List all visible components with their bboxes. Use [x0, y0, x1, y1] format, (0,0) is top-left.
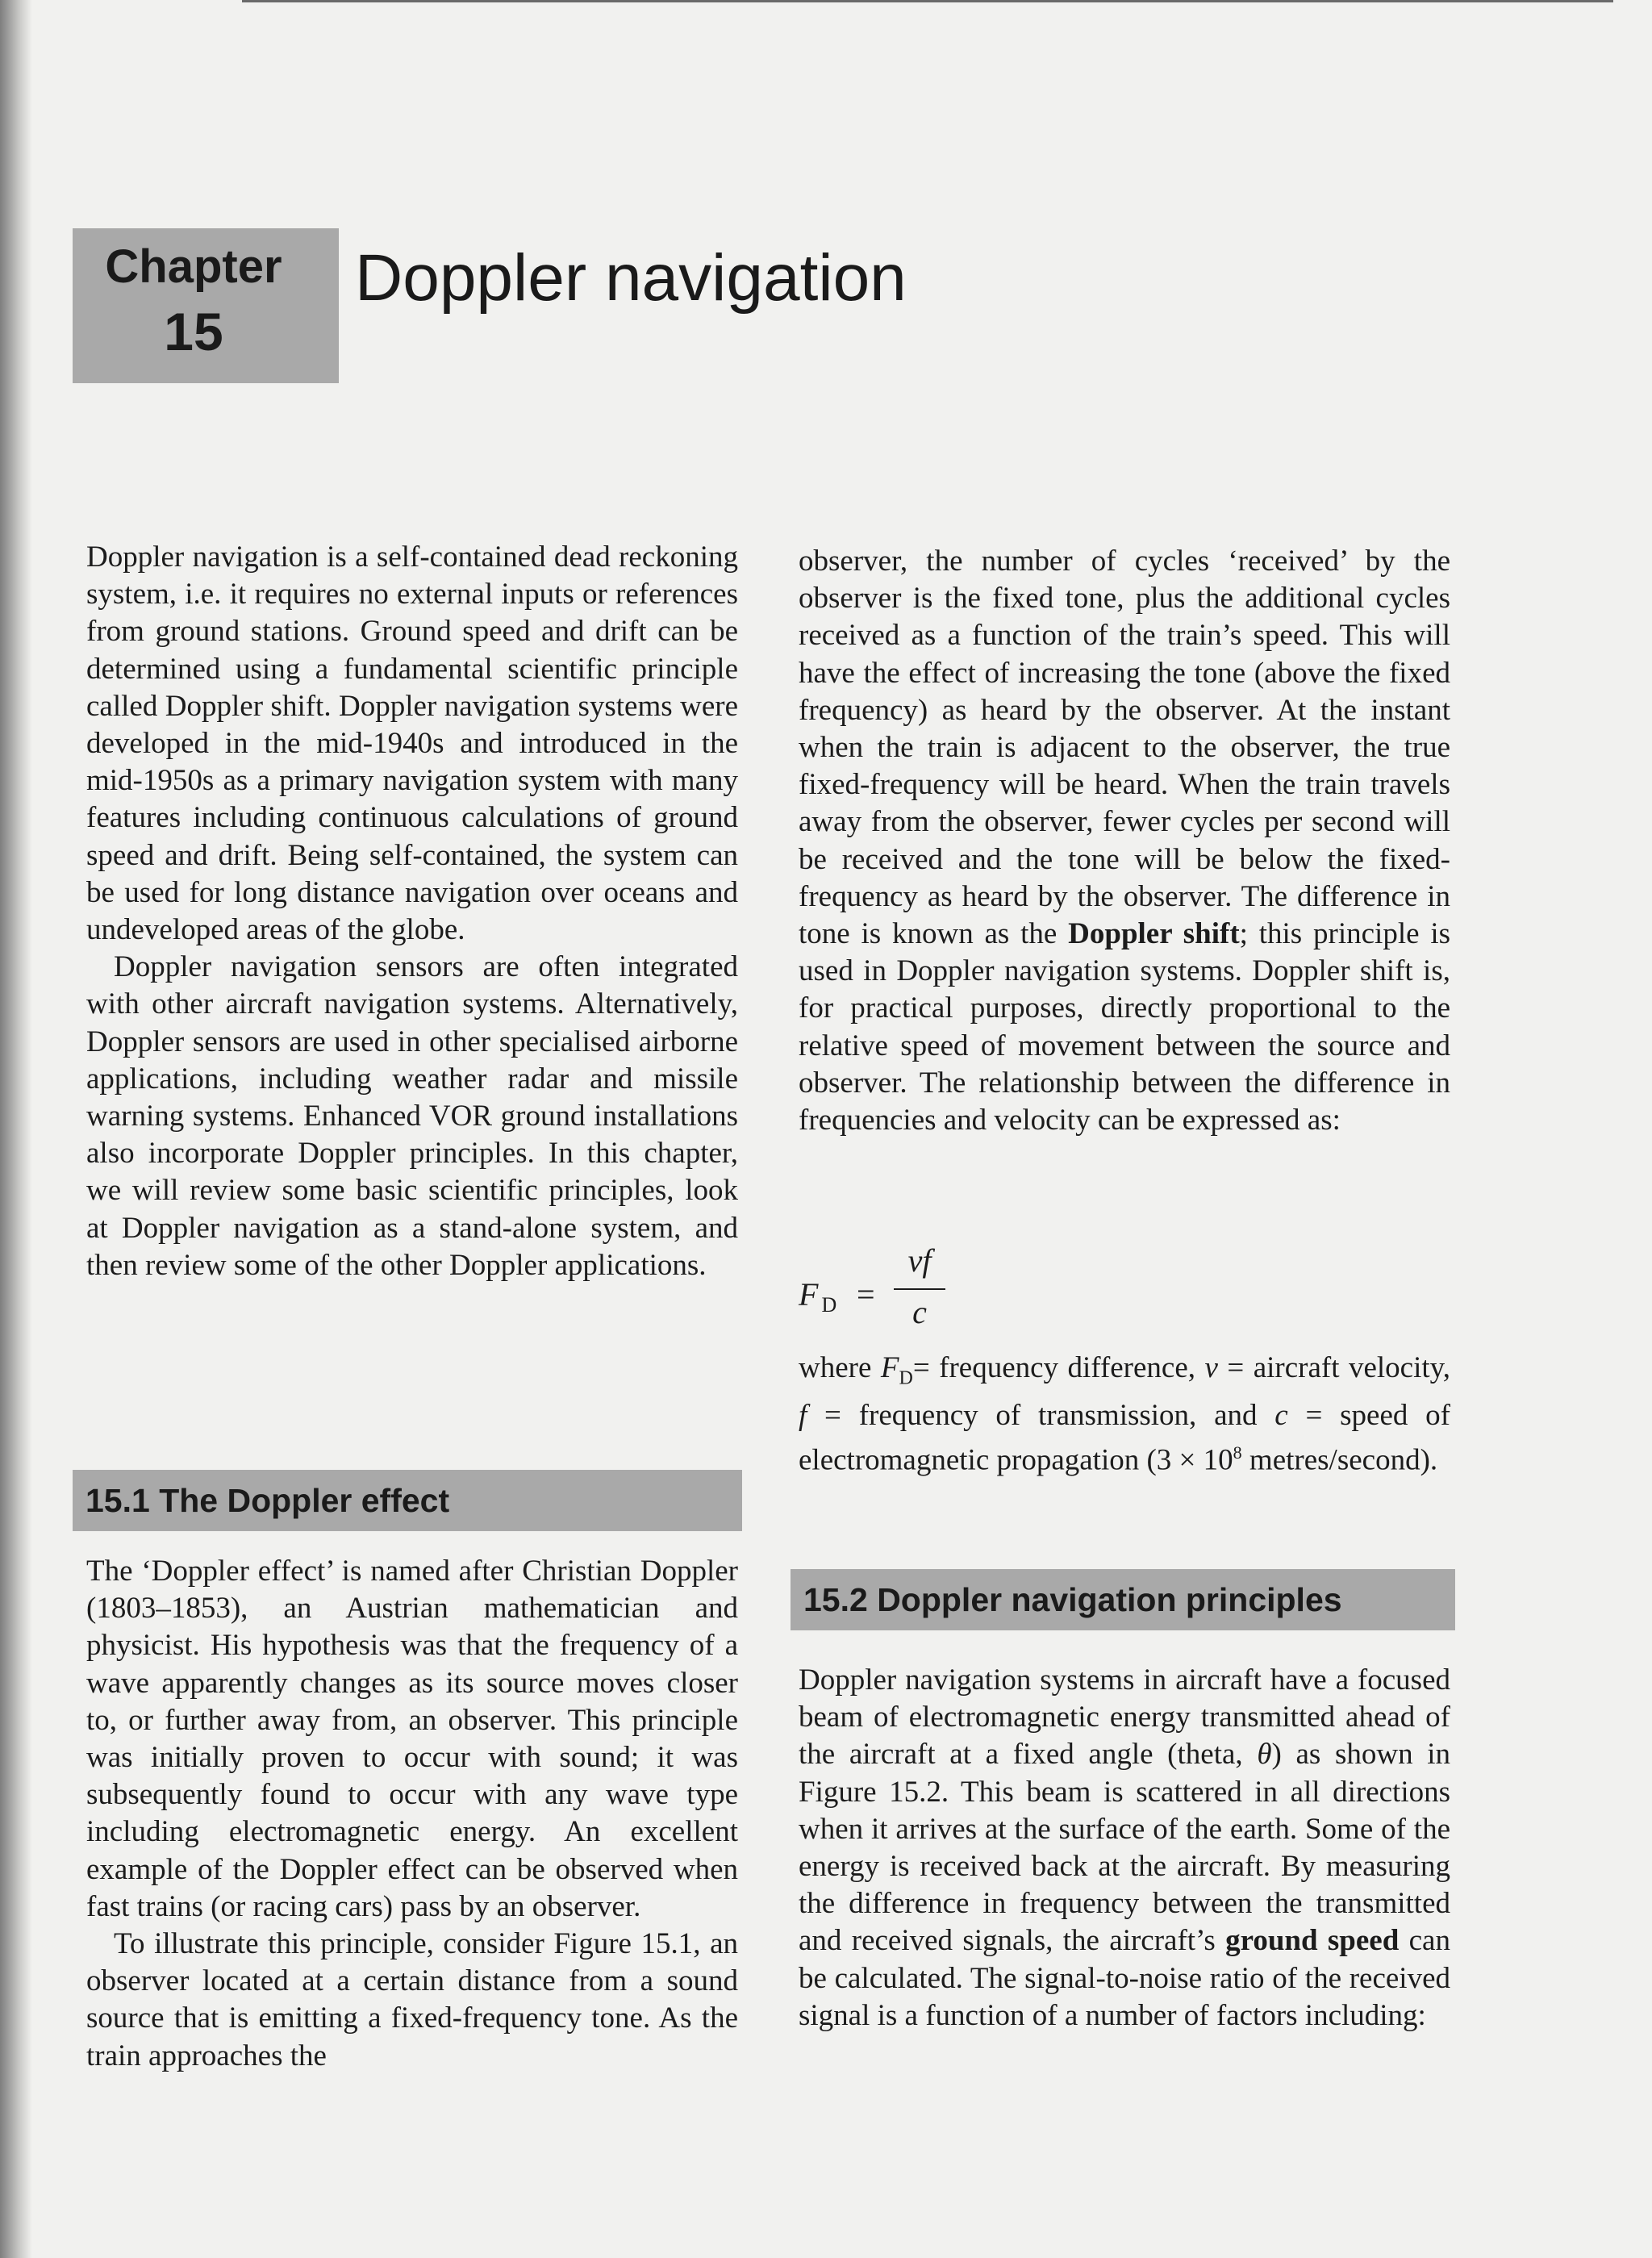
section2-theta: θ [1257, 1738, 1272, 1772]
where-f: f [799, 1398, 807, 1432]
where-text-5: = speed of electromagnetic propagation (3 × 10 [799, 1398, 1450, 1477]
equation-lhs-subscript: D [821, 1293, 837, 1317]
chapter-title: Doppler navigation [355, 241, 907, 315]
doppler-shift-term: Doppler shift [1068, 917, 1240, 951]
where-exponent: 8 [1233, 1442, 1242, 1463]
right-column-where [799, 1350, 1450, 1479]
intro-paragraph-2: Doppler navigation sensors are often integrated with other aircraft navigation systems. Alternatively, Doppler sensors are used in other specialised airborne applications, including weather radar and missile warning systems. Enhanced VOR ground installations also incorporate Doppler principles. In this chapter, we will review some basic scientific principles, look at Doppler navigation as a stand-alone system, and then review some of the other Doppler applications. [86, 950, 738, 1282]
where-fd-subscript: D [899, 1367, 913, 1389]
left-column-intro [86, 539, 738, 1284]
intro-paragraph-1: Doppler navigation is a self-contained dead reckoning system, i.e. it requires no external inputs or references from ground stations. Ground speed and drift can be determined using a fundamental scientific principle called Doppler shift. Doppler navigation systems were developed in the mid-1940s and introduced in the mid-1950s as a primary navigation system with many features including continuous calculations of ground speed and drift. Being self-contained, the system can be used for long distance navigation over oceans and undeveloped areas of the globe. [86, 541, 738, 947]
where-v: v [1204, 1351, 1218, 1384]
where-c: c [1274, 1398, 1288, 1432]
where-text-3: = aircraft velocity, [1217, 1351, 1450, 1384]
right-column-top [799, 543, 1450, 1139]
equation-definitions [799, 1350, 1450, 1479]
section-heading-15-1: 15.1 The Doppler effect [73, 1470, 742, 1531]
doppler-shift-paragraph [799, 543, 1450, 1139]
left-column-section-1 [86, 1553, 738, 2075]
section1-paragraph-2: To illustrate this principle, consider Figure 15.1, an observer located at a certain distance from a sound source that is emitting a fixed-frequency tone. As the train approaches the [86, 1927, 738, 2072]
section2-text-1: Doppler navigation systems in aircraft have a focused beam of electromagnetic energy transmitted ahead of the aircraft at a fixed angle (theta, [799, 1663, 1450, 1772]
page-gutter-shadow [0, 0, 32, 2258]
doppler-shift-text-1: observer, the number of cycles ‘received’ by the observer is the fixed tone, plus the additional cycles received as a function of the train’s speed. This will have the effect of increasing the tone (above the fixed frequency) as heard by the observer. At the instant when the train is adjacent to the observer, the true fixed-frequency will be heard. When the train travels away from the observer, fewer cycles per second will be received and the tone will be below the fixed-frequency as heard by the observer. The difference in tone is known as the [799, 545, 1450, 951]
equation-lhs-symbol: F [799, 1276, 819, 1313]
where-text-2: = frequency difference, [912, 1351, 1205, 1384]
chapter-number: 15 [164, 302, 223, 361]
doppler-equation [799, 1230, 1041, 1335]
where-fd: F [880, 1351, 899, 1384]
where-text-1: where [799, 1351, 881, 1384]
equation-equals: = [857, 1276, 875, 1313]
doppler-shift-text-2: ; this principle is used in Doppler navigation systems. Doppler shift is, for practical purposes, directly proportional to the relative speed of movement between the source and observer. The relationship between the difference in frequencies and velocity can be expressed as: [799, 917, 1450, 1137]
equation-lhs [799, 1275, 836, 1317]
section1-paragraph-1: The ‘Doppler effect’ is named after Christian Doppler (1803–1853), an Austrian mathematician and physicist. His hypothesis was that the frequency of a wave apparently changes as its source moves closer to, or further away from, an observer. This principle was initially proven to occur with sound; it was subsequently found to occur with any wave type including electromagnetic energy. An excellent example of the Doppler effect can be observed when fast trains (or racing cars) pass by an observer. [86, 1555, 738, 1923]
chapter-label: Chapter [105, 240, 282, 293]
equation-numerator: vf [907, 1242, 932, 1279]
right-column-section-2 [799, 1662, 1450, 2035]
page-top-edge [242, 0, 1613, 2]
section2-paragraph-1 [799, 1662, 1450, 2035]
where-text-6: metres/second). [1241, 1443, 1438, 1477]
equation-denominator: c [912, 1294, 927, 1330]
section-heading-15-2: 15.2 Doppler navigation principles [791, 1569, 1455, 1630]
chapter-badge [73, 228, 339, 383]
where-text-4: = frequency of transmission, and [807, 1398, 1275, 1432]
section2-text-3: can be calculated. The signal-to-noise ratio of the received signal is a function of a number of factors including: [799, 1924, 1450, 2032]
ground-speed-term: ground speed [1225, 1924, 1400, 1958]
equation-fraction-bar [894, 1288, 945, 1290]
section2-text-2: ) as shown in Figure 15.2. This beam is scattered in all directions when it arrives at the surface of the earth. Some of the energy is received back at the aircraft. By measuring the difference in frequency between the transmitted and received signals, the aircraft’s [799, 1738, 1450, 1958]
